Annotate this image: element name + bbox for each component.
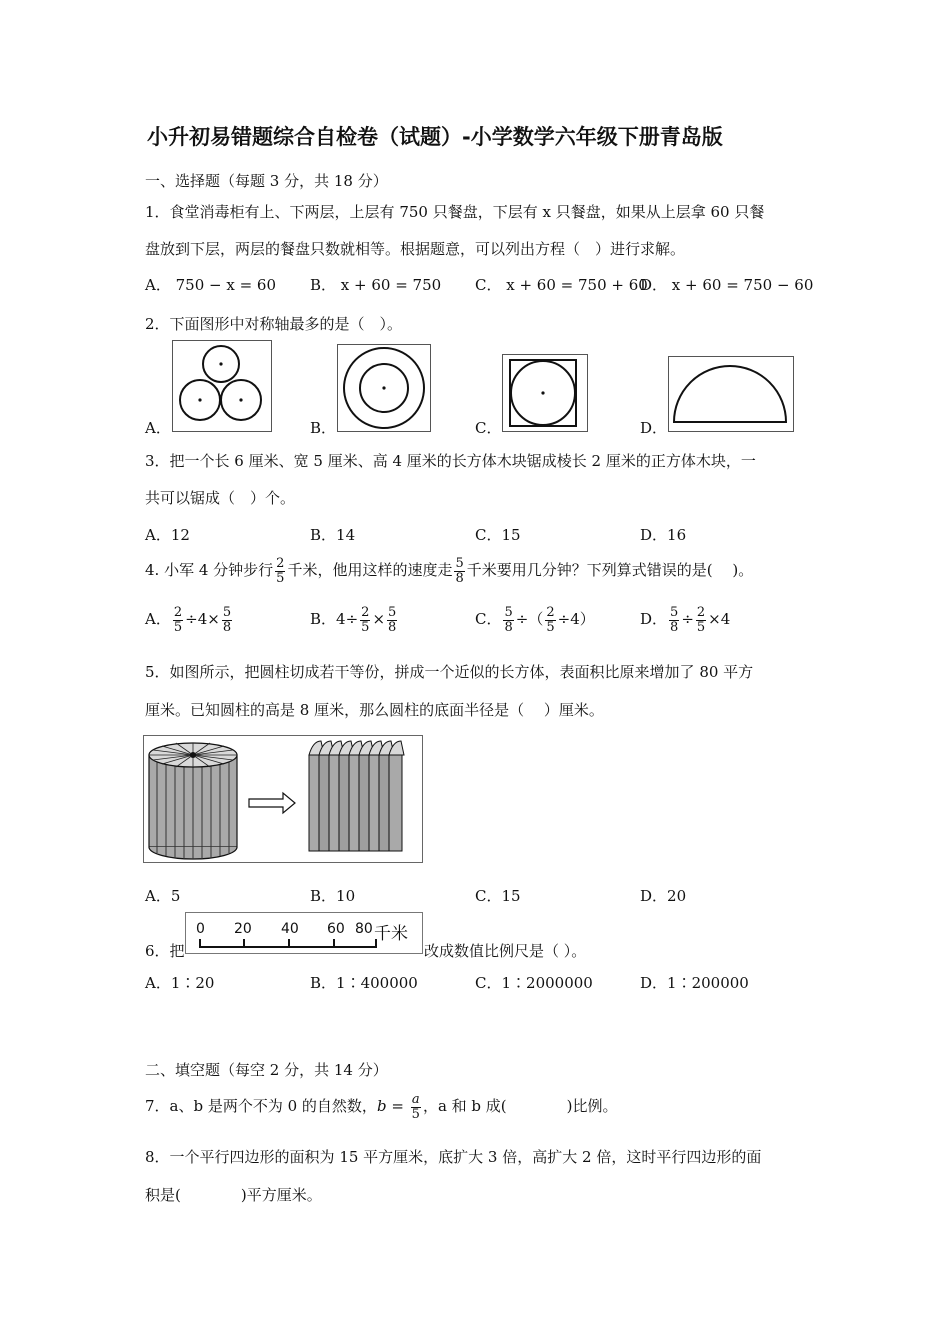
q4-text-part1: 4. 小军 4 分钟步行 [145,561,274,580]
fraction-denominator: 8 [504,619,513,635]
operator-text: ×4 [708,610,731,629]
scale-tick-label: 40 [281,921,299,937]
fraction [173,606,183,634]
fraction-numerator: 2 [361,605,370,620]
q4-option-b[interactable] [310,606,399,634]
fraction-denominator: 5 [411,1106,420,1122]
q6-text-post: 改成数值比例尺是（ ）。 [424,942,587,960]
fraction [387,606,397,634]
scale-tick-label: 0 [196,921,205,937]
q2-option-d[interactable]: D． [640,419,668,437]
q5-option-c[interactable]: C．15 [475,887,521,905]
q4-text [145,557,753,585]
q2-option-a[interactable]: A． [145,419,171,437]
q1-option-a[interactable]: A． 750 − x = 60 [145,276,276,294]
fraction-numerator: 5 [455,556,464,571]
q4-fraction-1 [275,557,285,585]
q7-text-pre: 7．a、b 是两个不为 0 的自然数， [145,1097,377,1116]
q6-option-b[interactable]: B．1∶400000 [310,974,418,992]
q3-option-b[interactable]: B．14 [310,526,356,544]
semicircle-figure [668,356,794,432]
option-label: D． [640,610,668,629]
q5-option-a[interactable]: A．5 [145,887,181,905]
operator-text: ÷ [681,610,694,629]
q3-text-line2: 共可以锯成（ ）个。 [145,489,296,507]
fraction-denominator: 5 [173,619,183,635]
fraction-denominator: 8 [388,619,397,635]
fraction-numerator: 5 [222,605,232,620]
fraction [545,606,555,634]
fraction-denominator: 5 [276,570,285,586]
fraction-denominator: 5 [361,619,370,635]
fraction-numerator: 2 [546,605,555,620]
option-label: A． [145,610,171,629]
q7-fraction [411,1093,421,1121]
concentric-circles-figure [337,344,431,432]
line-scale-figure [185,912,423,954]
fraction [503,606,513,634]
q8-text-line1: 8．一个平行四边形的面积为 15 平方厘米，底扩大 3 倍，高扩大 2 倍，这时平行四边形的面 [145,1148,762,1166]
option-label: B． [310,610,337,629]
q5-text-line1: 5．如图所示，把圆柱切成若干等份，拼成一个近似的长方体，表面积比原来增加了 80 平方 [145,663,754,681]
scale-tick-label: 60 [327,921,345,937]
equals-sign: = [386,1097,409,1116]
option-label: C． [475,610,502,629]
fraction [669,606,679,634]
q3-option-c[interactable]: C．15 [475,526,521,544]
section-heading-fill: 二、填空题（每空 2 分，共 14 分） [145,1061,388,1079]
q4-option-d[interactable] [640,606,730,634]
fraction-numerator: 5 [670,605,679,620]
q5-option-b[interactable]: B．10 [310,887,356,905]
fraction-numerator: 2 [173,605,183,620]
fraction-denominator: 5 [546,619,555,635]
variable-b: b [376,1097,387,1116]
cylinder-to-cuboid-figure [143,735,423,863]
q1-text-line2: 盘放到下层，两层的餐盘只数就相等。根据题意，可以列出方程（ ）进行求解。 [145,240,686,258]
circle-in-square-figure [502,354,588,432]
fraction-numerator: 5 [388,605,397,620]
scale-unit-label: 千米 [374,924,408,944]
scale-bar [186,913,422,953]
q1-option-b[interactable]: B． x + 60 = 750 [310,276,442,294]
cuboid-slices-icon [309,741,404,851]
q2-option-b[interactable]: B． [310,419,337,437]
fraction-numerator: 2 [276,556,285,571]
q7-text-post: ，a 和 b 成( )比例。 [422,1097,618,1116]
section-heading-choice: 一、选择题（每题 3 分，共 18 分） [145,172,388,190]
fraction [696,606,706,634]
q5-text-line2: 厘米。已知圆柱的高是 8 厘米，那么圆柱的底面半径是（ ）厘米。 [145,701,604,719]
q6-text-pre: 6．把 [145,942,185,960]
q8-text-line2: 积是( )平方厘米。 [145,1186,322,1204]
three-circles-figure [172,340,272,432]
q1-option-c[interactable]: C． x + 60 = 750 + 60 [475,276,648,294]
cylinder-icon [149,743,237,859]
operator-text: 4÷ [336,610,359,629]
q6-option-d[interactable]: D．1∶200000 [640,974,749,992]
q6-option-a[interactable]: A．1∶20 [145,974,215,992]
q2-option-c[interactable]: C． [475,419,502,437]
operator-text: ÷4× [185,610,220,629]
q4-option-c[interactable] [475,606,595,634]
fraction-denominator: 8 [222,619,232,635]
q2-text: 2．下面图形中对称轴最多的是（ ）。 [145,315,403,333]
q5-option-d[interactable]: D．20 [640,887,687,905]
q4-fraction-2 [454,557,464,585]
fraction [222,606,232,634]
page-title: 小升初易错题综合自检卷（试题）-小学数学六年级下册青岛版 [147,125,723,149]
q1-text-line1: 1．食堂消毒柜有上、下两层，上层有 750 只餐盘，下层有 x 只餐盘，如果从上层拿 60 只餐 [145,203,765,221]
fraction [360,606,370,634]
fraction-denominator: 8 [455,570,464,586]
q1-option-d[interactable]: D． x + 60 = 750 − 60 [640,276,814,294]
q4-option-a[interactable] [145,606,234,634]
q3-text-line1: 3．把一个长 6 厘米、宽 5 厘米、高 4 厘米的长方体木块锯成棱长 2 厘米的正方体木块，一 [145,452,756,470]
operator-text: ÷（ [515,610,544,629]
operator-text: ÷4） [557,610,595,629]
q4-text-part3: 千米要用几分钟？下列算式错误的是( )。 [466,561,754,580]
q3-option-d[interactable]: D．16 [640,526,687,544]
fraction-numerator: 5 [504,605,513,620]
fraction-numerator: 2 [696,605,706,620]
fraction-denominator: 5 [696,619,706,635]
q3-option-a[interactable]: A．12 [145,526,190,544]
fraction-denominator: 8 [670,619,679,635]
q4-text-part2: 千米，他用这样的速度走 [287,561,453,580]
scale-tick-label: 20 [234,921,252,937]
operator-text: × [372,610,386,629]
scale-tick-label: 80 [355,921,373,937]
q7-text [145,1093,618,1121]
fraction-numerator: a [411,1092,420,1107]
q6-option-c[interactable]: C．1∶2000000 [475,974,593,992]
